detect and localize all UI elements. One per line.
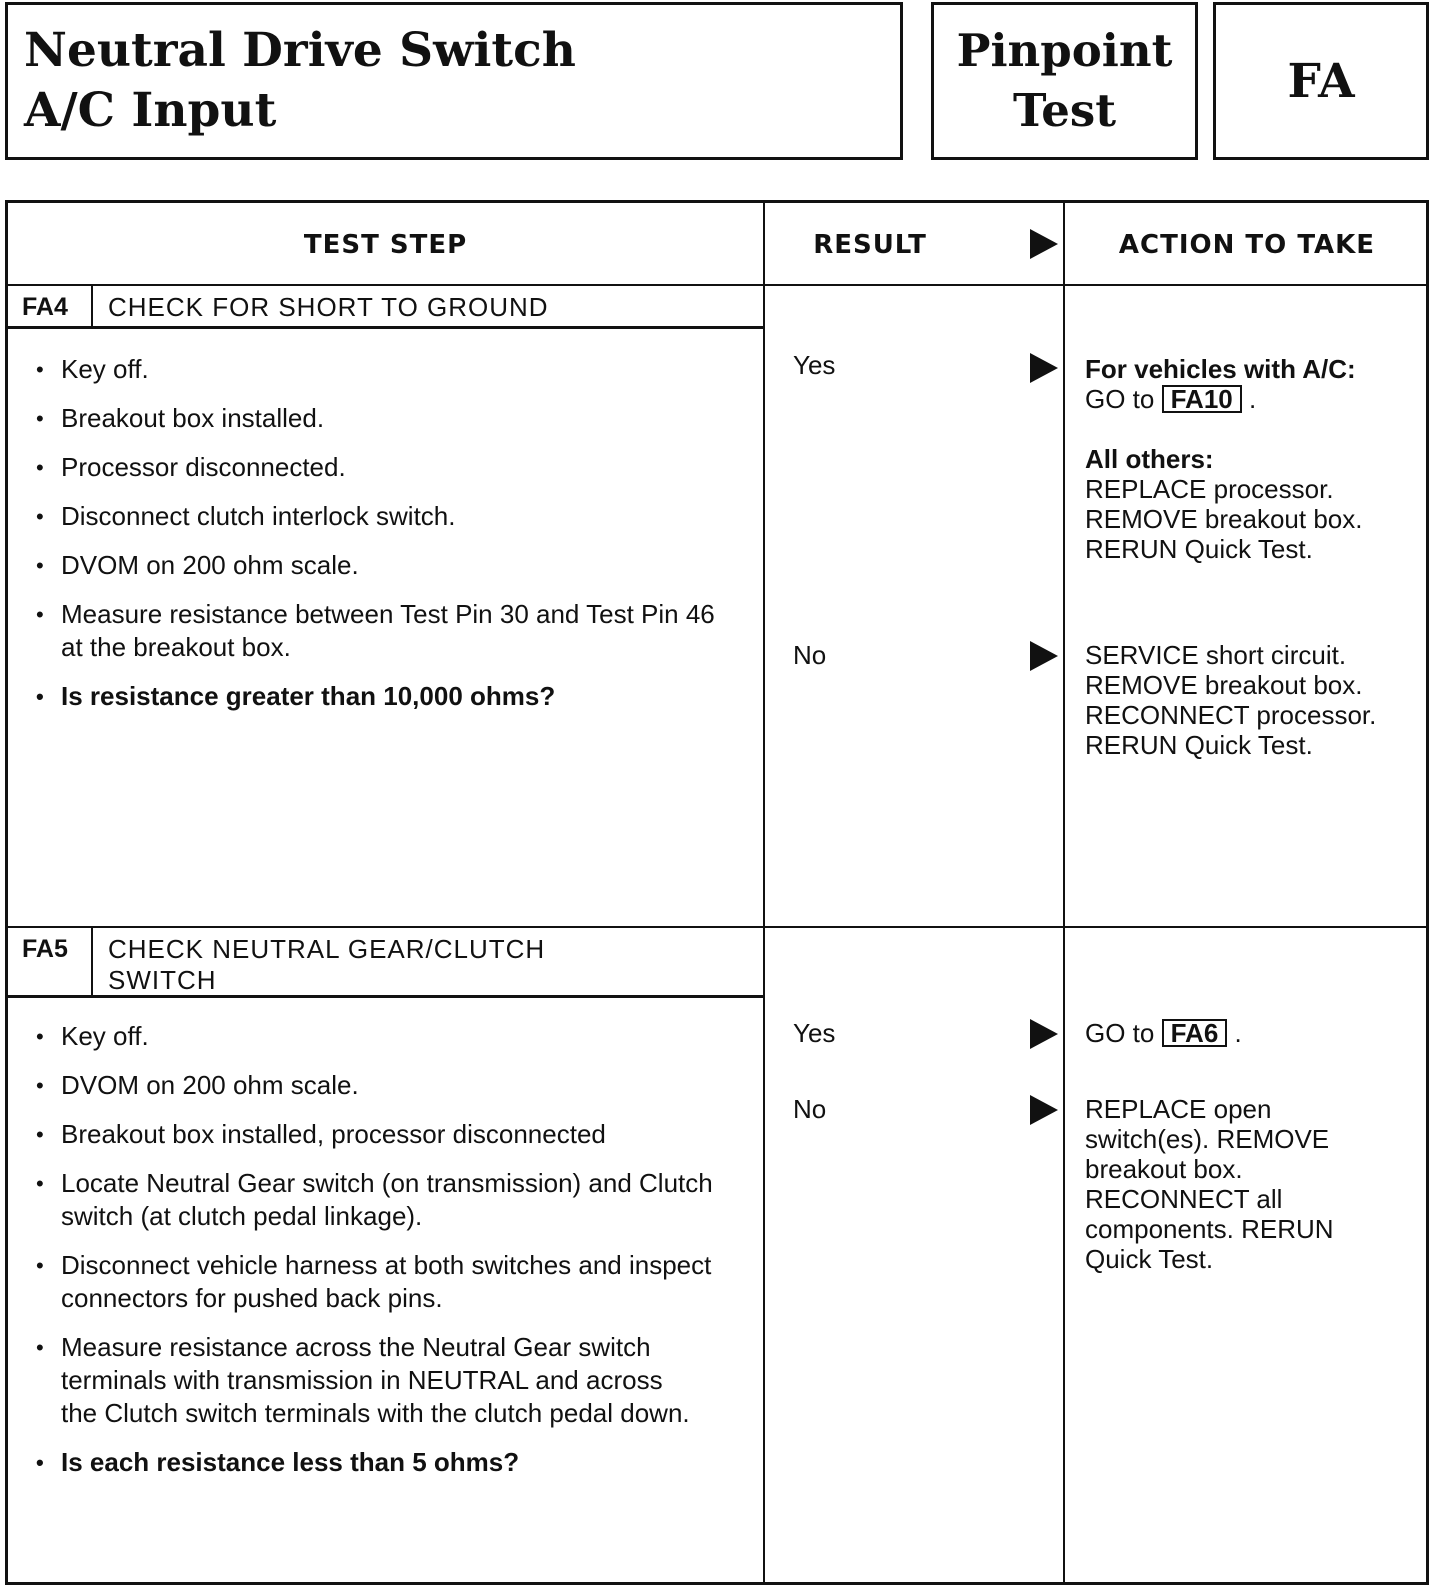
go-to-fa10-link[interactable]: FA10 (1162, 385, 1242, 413)
result-no: No (793, 1094, 827, 1124)
step-id: FA5 (8, 928, 93, 995)
test-label: Test (1012, 84, 1117, 137)
action-line: RERUN Quick Test. (1085, 730, 1313, 760)
result-yes: Yes (793, 1018, 836, 1048)
instruction-item: • Processor disconnected. (36, 451, 736, 484)
go-to-label: GO to (1085, 384, 1155, 414)
go-to-suffix: . (1248, 384, 1257, 414)
step-fa5-instructions (36, 1020, 736, 1495)
instruction-item: • Disconnect vehicle harness at both switches and inspect connectors for pushed back pins. (36, 1249, 736, 1315)
step-fa4-instructions (36, 353, 736, 729)
result-arrow-icon (1030, 353, 1058, 383)
column-divider (1063, 203, 1065, 1582)
instruction-item: • DVOM on 200 ohm scale. (36, 549, 736, 582)
step-title: CHECK NEUTRAL GEAR/CLUTCH SWITCH (108, 934, 546, 995)
result-arrow-icon (1030, 1095, 1058, 1125)
instruction-item: • DVOM on 200 ohm scale. (36, 1069, 736, 1102)
action-line: RECONNECT processor. (1085, 700, 1377, 730)
column-divider (763, 203, 765, 1582)
page-title-line-1: Neutral Drive Switch (24, 23, 576, 78)
instruction-item: • Breakout box installed. (36, 402, 736, 435)
pinpoint-test-box (931, 2, 1198, 160)
title-box (5, 2, 903, 160)
step-question: • Is each resistance less than 5 ohms? (36, 1446, 736, 1479)
action-line: REPLACE processor. (1085, 474, 1334, 504)
test-code-box (1213, 2, 1429, 160)
action-heading: All others: (1085, 444, 1214, 474)
pinpoint-table (5, 200, 1429, 1585)
result-arrow-icon (1030, 229, 1058, 259)
instruction-item: • Disconnect clutch interlock switch. (36, 500, 736, 533)
result-yes: Yes (793, 350, 836, 380)
pinpoint-label: Pinpoint (956, 24, 1173, 77)
column-header-result: RESULT (813, 229, 927, 260)
go-to-fa6-link[interactable]: FA6 (1162, 1019, 1228, 1047)
step-id: FA4 (8, 286, 93, 326)
page-title-line-2: A/C Input (24, 83, 277, 138)
action-line: RERUN Quick Test. (1085, 534, 1313, 564)
action-fa4-no (1085, 640, 1395, 760)
go-to-suffix: . (1234, 1018, 1242, 1048)
column-header-test-step: TEST STEP (303, 229, 468, 260)
result-arrow-icon (1030, 1019, 1058, 1049)
step-title: CHECK FOR SHORT TO GROUND (108, 292, 549, 322)
test-code: FA (1287, 53, 1355, 109)
instruction-item: • Breakout box installed, processor disconnected (36, 1118, 736, 1151)
action-line: REMOVE breakout box. (1085, 504, 1363, 534)
action-fa5-yes (1085, 1018, 1415, 1048)
column-header-action: ACTION TO TAKE (1118, 229, 1376, 260)
action-line: REMOVE breakout box. (1085, 670, 1363, 700)
step-question: • Is resistance greater than 10,000 ohms? (36, 680, 736, 713)
instruction-item: • Key off. (36, 353, 736, 386)
action-line: SERVICE short circuit. (1085, 640, 1347, 670)
step-header-fa4 (8, 286, 765, 329)
action-fa5-no: REPLACE open switch(es). REMOVE breakout box. RECONNECT all components. RERUN Quick Test. (1085, 1094, 1334, 1274)
instruction-item: • Measure resistance across the Neutral Gear switch terminals with transmission in NEUTRAL and across the Clutch switch terminals with the clutch pedal down. (36, 1331, 701, 1430)
result-arrow-icon (1030, 641, 1058, 671)
go-to-label: GO to (1085, 1018, 1155, 1048)
instruction-item: • Locate Neutral Gear switch (on transmission) and Clutch switch (at clutch pedal linkage). (36, 1167, 736, 1233)
step-header-fa5 (8, 928, 765, 998)
action-fa4-yes (1085, 354, 1415, 594)
result-no: No (793, 640, 827, 670)
instruction-item: • Measure resistance between Test Pin 30 and Test Pin 46 at the breakout box. (36, 598, 736, 664)
instruction-item: • Key off. (36, 1020, 736, 1053)
action-heading: For vehicles with A/C: (1085, 354, 1356, 384)
